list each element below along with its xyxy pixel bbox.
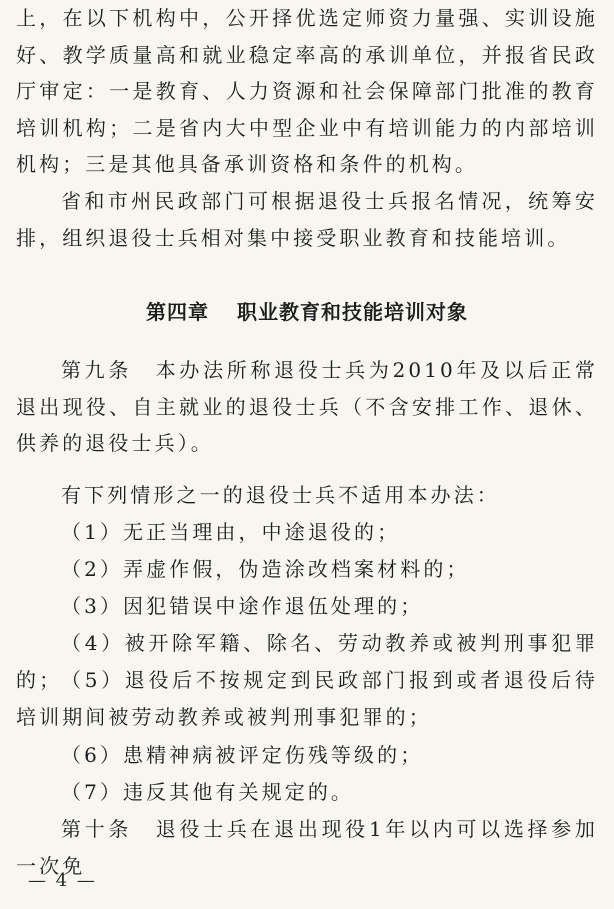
paragraph-centralized-training: 省和市州民政部门可根据退役士兵报名情况，统筹安排，组织退役士兵相对集中接受职业教育和技能培训。 — [16, 189, 598, 250]
exclusions-intro: 有下列情形之一的退役士兵不适用本办法： — [61, 483, 500, 507]
chapter-title: 职业教育和技能培训对象 — [237, 300, 468, 324]
article-9: 第九条 本办法所称退役士兵为2010年及以后正常退出现役、自主就业的退役士兵（不含安排工作、退休、供养的退役士兵）。 — [16, 358, 598, 455]
exclusion-item-3: （3）因犯错误中途作退伍处理的； — [61, 594, 424, 618]
chapter-heading — [0, 298, 614, 326]
exclusion-item-2: （2）弄虚作假，伪造涂改档案材料的； — [61, 557, 470, 581]
chapter-number: 第四章 — [146, 300, 209, 324]
exclusion-item-7: （7）违反其他有关规定的。 — [61, 780, 355, 804]
page-number: — 4 — — [28, 870, 97, 891]
exclusion-item-1: （1）无正当理由，中途退役的； — [61, 520, 401, 544]
exclusion-item-5: （5）退役后不按规定到民政部门报到或者退役后待培训期间被劳动教养或被判刑事犯罪的； — [16, 668, 598, 729]
article-10: 第十条 退役士兵在退出现役1年以内可以选择参加一次免 — [16, 817, 598, 878]
exclusion-item-4: （4）被开除军籍、除名、劳动教养或被判刑事犯罪的； — [16, 631, 598, 692]
exclusion-item-6: （6）患精神病被评定伤残等级的； — [61, 743, 424, 767]
paragraph-training-institutions: 上，在以下机构中，公开择优选定师资力量强、实训设施好、教学质量高和就业稳定率高的承训单位，并报省民政厅审定：一是教育、人力资源和社会保障部门批准的教育培训机构；二是省内大中型企业中有培训能力的内部培训机构；三是其他具备承训资格和条件的机构。 — [16, 6, 598, 176]
